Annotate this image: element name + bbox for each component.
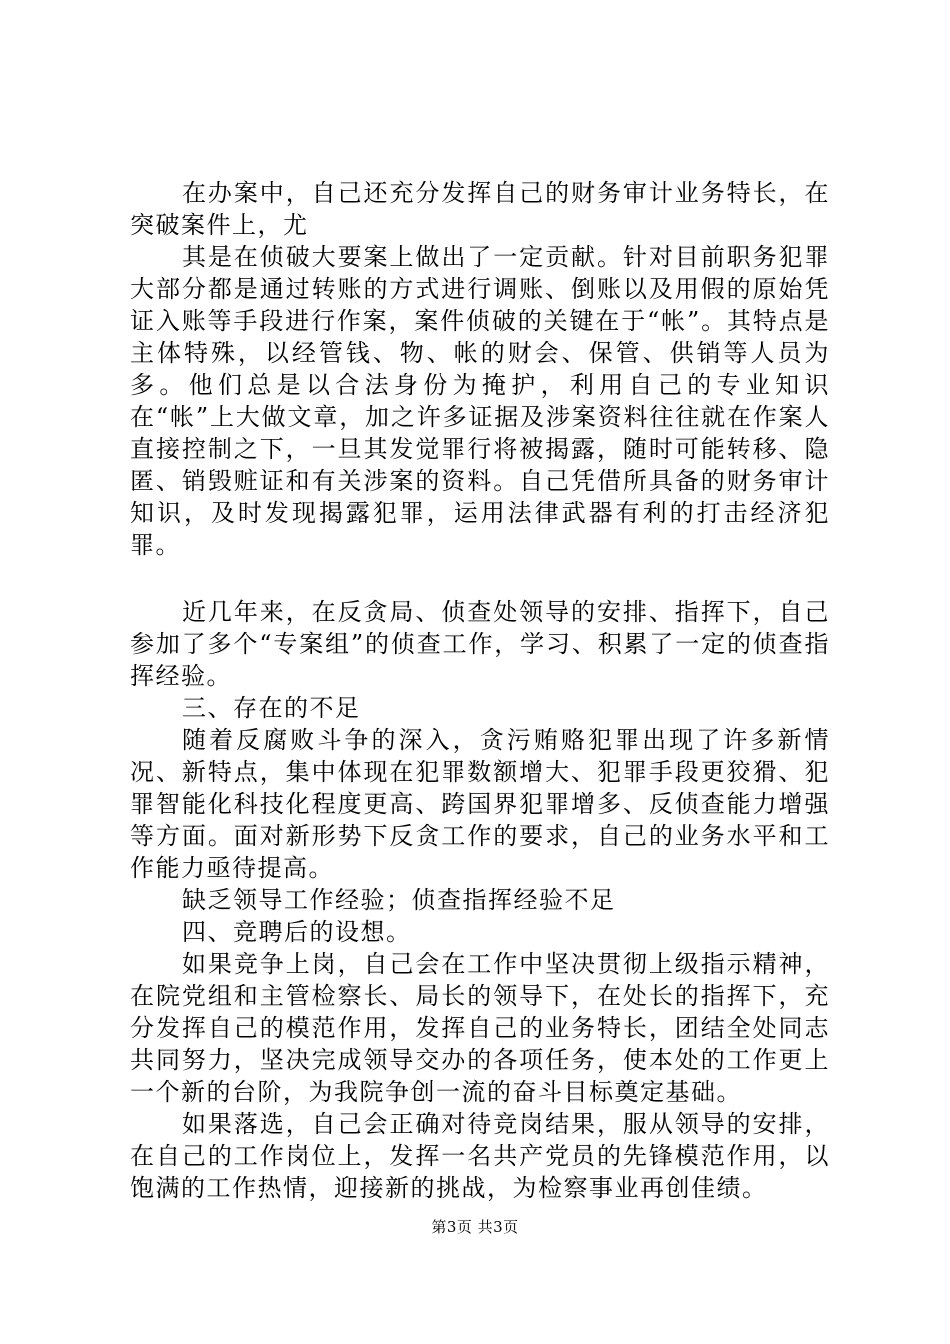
section-heading-plans: 四、竞聘后的设想。	[182, 918, 412, 946]
document-body	[130, 177, 830, 1204]
section-heading-shortcomings: 三、存在的不足	[182, 694, 361, 722]
paragraph-if-not-selected: 如果落选，自己会正确对待竞岗结果，服从领导的安排，在自己的工作岗位上，发挥一名共产党员的先锋模范作用，以饱满的工作热情，迎接新的挑战，为检察事业再创佳绩。	[130, 1110, 830, 1202]
paragraph-recent-years: 近几年来，在反贪局、侦查处领导的安排、指挥下，自己参加了多个“专案组”的侦查工作，学习、积累了一定的侦查指挥经验。	[130, 598, 830, 690]
paragraph-major-cases: 其是在侦破大要案上做出了一定贡献。针对目前职务犯罪大部分都是通过转账的方式进行调账、倒账以及用假的原始凭证入账等手段进行作案，案件侦破的关键在于“帐”。其特点是主体特殊，以经管钱、物、帐的财会、保管、供销等人员为多。他们总是以合法身份为掩护，利用自己的专业知识在“帐”上大做文章，加之许多证据及涉案资料往往就在作案人直接控制之下，一旦其发觉罪行将被揭露，随时可能转移、隐匿、销毁赃证和有关涉案的资料。自己凭借所具备的财务审计知识，及时发现揭露犯罪，运用法律武器有利的打击经济犯罪。	[130, 243, 830, 559]
paragraph-anti-corruption: 随着反腐败斗争的深入，贪污贿赂犯罪出现了许多新情况、新特点，集中体现在犯罪数额增大、犯罪手段更狡猾、犯罪智能化科技化程度更高、跨国界犯罪增多、反侦查能力增强等方面。面对新形势下反贪工作的要求，自己的业务水平和工作能力亟待提高。	[130, 726, 830, 882]
page-footer: 第3页 共3页	[431, 1218, 519, 1236]
paragraph-if-selected: 如果竞争上岗，自己会在工作中坚决贯彻上级指示精神，在院党组和主管检察长、局长的领导下，在处长的指挥下，充分发挥自己的模范作用，发挥自己的业务特长，团结全处同志共同努力，坚决完成领导交办的各项任务，使本处的工作更上一个新的台阶，为我院争创一流的奋斗目标奠定基础。	[130, 950, 830, 1106]
paragraph-spacer	[130, 561, 830, 596]
paragraph-case-handling: 在办案中，自己还充分发挥自己的财务审计业务特长，在突破案件上，尤	[130, 179, 830, 239]
paragraph-lack-experience: 缺乏领导工作经验；侦查指挥经验不足	[182, 886, 616, 914]
